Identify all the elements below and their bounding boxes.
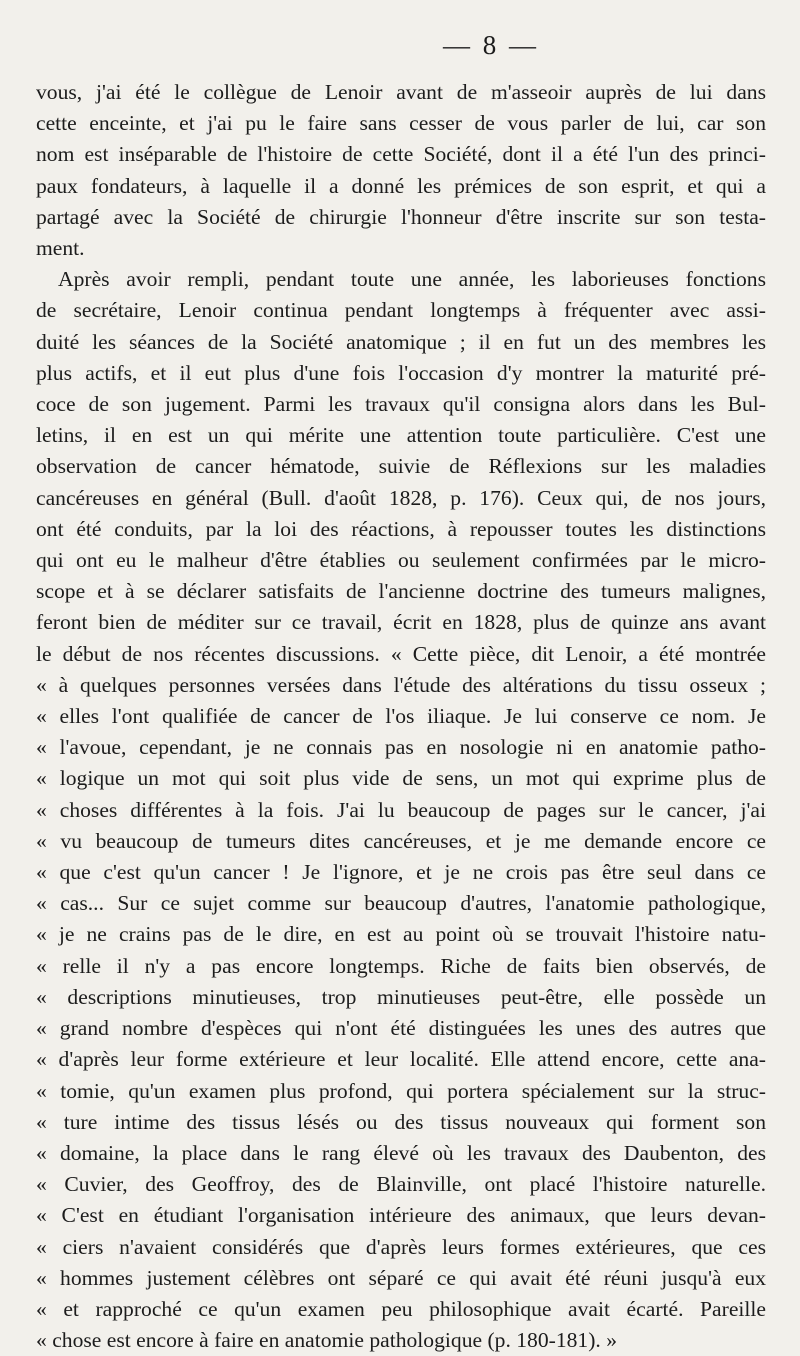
text-line: cancéreuses en général (Bull. d'août 1828, p. 176). Ceux qui, de nos jours, (36, 485, 766, 510)
text-line: de secrétaire, Lenoir continua pendant longtemps à fréquenter avec assi- (36, 298, 766, 323)
text-line: « domaine, la place dans le rang élevé où les travaux des Daubenton, des (36, 1140, 766, 1165)
text-line: scope et à se déclarer satisfaits de l'ancienne doctrine des tumeurs malignes, (36, 579, 766, 604)
text-line: « l'avoue, cependant, je ne connais pas en nosologie ni en anatomie patho- (36, 735, 766, 760)
text-line: « ture intime des tissus lésés ou des tissus nouveaux qui forment son (36, 1109, 766, 1134)
text-line: ont été conduits, par la loi des réactions, à repousser toutes les distinctions (36, 516, 766, 541)
text-line: « je ne crains pas de le dire, en est au point où se trouvait l'histoire natu- (36, 922, 766, 947)
text-line: partagé avec la Société de chirurgie l'honneur d'être inscrite sur son testa- (36, 204, 766, 229)
text-line: « grand nombre d'espèces qui n'ont été distinguées les unes des autres que (36, 1016, 766, 1041)
text-line: observation de cancer hématode, suivie de Réflexions sur les maladies (36, 454, 766, 479)
text-line: le début de nos récentes discussions. « Cette pièce, dit Lenoir, a été montrée (36, 641, 766, 666)
text-line: letins, il en est un qui mérite une attention toute particulière. C'est une (36, 423, 766, 448)
page-number: — 8 — (443, 30, 539, 60)
text-line: « C'est en étudiant l'organisation intérieure des animaux, que leurs devan- (36, 1203, 766, 1228)
text-line: « descriptions minutieuses, trop minutieuses peut-être, elle possède un (36, 984, 766, 1009)
text-line: vous, j'ai été le collègue de Lenoir avant de m'asseoir auprès de lui dans (36, 80, 766, 104)
text-line: qui ont eu le malheur d'être établies ou seulement confirmées par le micro- (36, 548, 766, 573)
text-line: nom est inséparable de l'histoire de cette Société, dont il a été l'un des princi- (36, 142, 766, 167)
text-line: « que c'est qu'un cancer ! Je l'ignore, et je ne crois pas être seul dans ce (36, 860, 766, 885)
text-line: « logique un mot qui soit plus vide de sens, un mot qui exprime plus de (36, 766, 766, 791)
text-line: « vu beaucoup de tumeurs dites cancéreuses, et je me demande encore ce (36, 828, 766, 853)
text-line: « à quelques personnes versées dans l'étude des altérations du tissu osseux ; (36, 672, 766, 697)
text-line: Après avoir rempli, pendant toute une année, les laborieuses fonctions (58, 267, 766, 292)
text-line: « tomie, qu'un examen plus profond, qui portera spécialement sur la struc- (36, 1078, 766, 1103)
text-line: plus actifs, et il eut plus d'une fois l'occasion d'y montrer la maturité pré- (36, 360, 766, 385)
body-text (36, 77, 766, 1356)
text-line: paux fondateurs, à laquelle il a donné les prémices de son esprit, et qui a (36, 173, 766, 198)
text-line: « elles l'ont qualifiée de cancer de l'os iliaque. Je lui conserve ce nom. Je (36, 704, 766, 729)
text-line: « hommes justement célèbres ont séparé ce qui avait été réuni jusqu'à eux (36, 1265, 766, 1290)
text-line: coce de son jugement. Parmi les travaux qu'il consigna alors dans les Bul- (36, 392, 766, 417)
text-line: « d'après leur forme extérieure et leur localité. Elle attend encore, cette ana- (36, 1047, 766, 1072)
text-line: « et rapproché ce qu'un examen peu philosophique avait écarté. Pareille (36, 1296, 766, 1321)
text-line: feront bien de méditer sur ce travail, écrit en 1828, plus de quinze ans avant (36, 610, 766, 635)
text-line: « ciers n'avaient considérés que d'après leurs formes extérieures, que ces (36, 1234, 766, 1259)
text-line: duité les séances de la Société anatomique ; il en fut un des membres les (36, 329, 766, 354)
text-line: cette enceinte, et j'ai pu le faire sans cesser de vous parler de lui, car son (36, 111, 766, 136)
text-line: « Cuvier, des Geoffroy, des de Blainville, ont placé l'histoire naturelle. (36, 1172, 766, 1197)
paragraph-1 (36, 77, 766, 264)
text-line: « chose est encore à faire en anatomie pathologique (p. 180-181). » (36, 1328, 618, 1353)
text-line: « choses différentes à la fois. J'ai lu beaucoup de pages sur le cancer, j'ai (36, 797, 766, 822)
paragraph-2 (36, 264, 766, 1356)
text-line: ment. (36, 236, 85, 261)
text-line: « cas... Sur ce sujet comme sur beaucoup d'autres, l'anatomie pathologique, (36, 891, 766, 916)
text-line: « relle il n'y a pas encore longtemps. Riche de faits bien observés, de (36, 953, 766, 978)
